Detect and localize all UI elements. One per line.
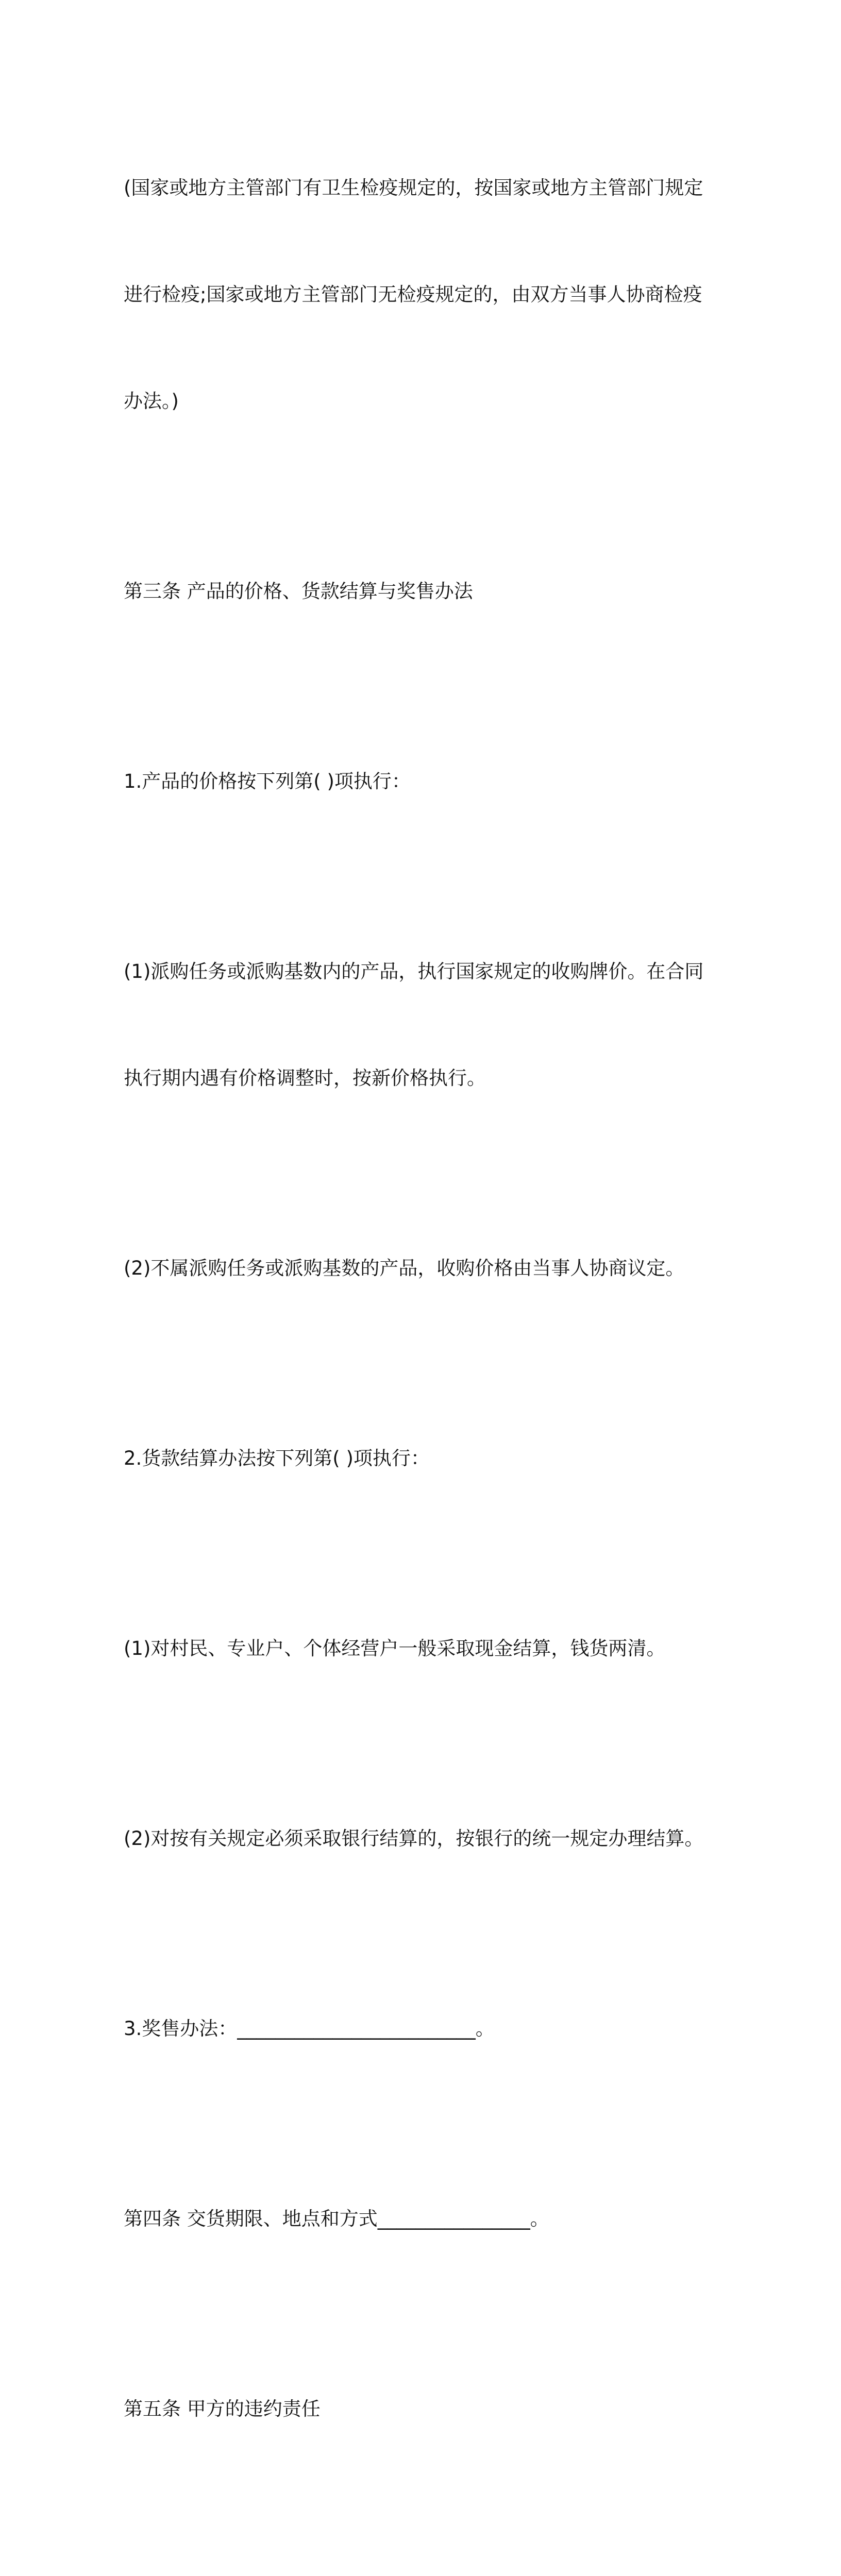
paragraph-settlement-item-2 xyxy=(124,1750,716,1927)
text-line: 2.货款结算办法按下列第( )项执行： xyxy=(124,1447,430,1469)
paragraph-price-item-1 xyxy=(124,883,716,1167)
paragraph-settlement-item-1 xyxy=(124,1560,716,1737)
text-line: 第三条 产品的价格、货款结算与奖售办法 xyxy=(124,580,473,602)
paragraph-price-clause xyxy=(124,692,716,870)
paragraph-settlement-clause xyxy=(124,1369,716,1547)
article-4-heading xyxy=(124,2130,716,2308)
paragraph-price-item-2 xyxy=(124,1179,716,1357)
article-3-heading xyxy=(124,502,716,680)
text-line: 3.奖售办法：_________________________。 xyxy=(124,2018,495,2040)
text-line: 执行期内遇有价格调整时，按新价格执行。 xyxy=(124,1067,486,1089)
document-body xyxy=(124,99,716,2576)
paragraph-reward-method xyxy=(124,1940,716,2117)
article-5-heading xyxy=(124,2320,716,2498)
text-line: (国家或地方主管部门有卫生检疫规定的，按国家或地方主管部门规定 xyxy=(124,177,703,199)
text-line: 进行检疫;国家或地方主管部门无检疫规定的，由双方当事人协商检疫 xyxy=(124,283,702,306)
paragraph-quarantine-note xyxy=(124,99,716,490)
text-line: (2)对按有关规定必须采取银行结算的，按银行的统一规定办理结算。 xyxy=(124,1827,704,1850)
text-line: (1)派购任务或派购基数内的产品，执行国家规定的收购牌价。在合同 xyxy=(124,960,704,982)
text-line: (2)不属派购任务或派购基数的产品，收购价格由当事人协商议定。 xyxy=(124,1257,685,1279)
text-line: 第五条 甲方的违约责任 xyxy=(124,2398,321,2420)
text-line: 1.产品的价格按下列第( )项执行： xyxy=(124,770,411,792)
text-line: (1)对村民、专业户、个体经营户一般采取现金结算，钱货两清。 xyxy=(124,1637,666,1659)
text-line: 办法。) xyxy=(124,390,179,412)
text-line: 第四条 交货期限、地点和方式________________。 xyxy=(124,2208,549,2230)
paragraph-liability-item-1 xyxy=(124,2510,716,2576)
